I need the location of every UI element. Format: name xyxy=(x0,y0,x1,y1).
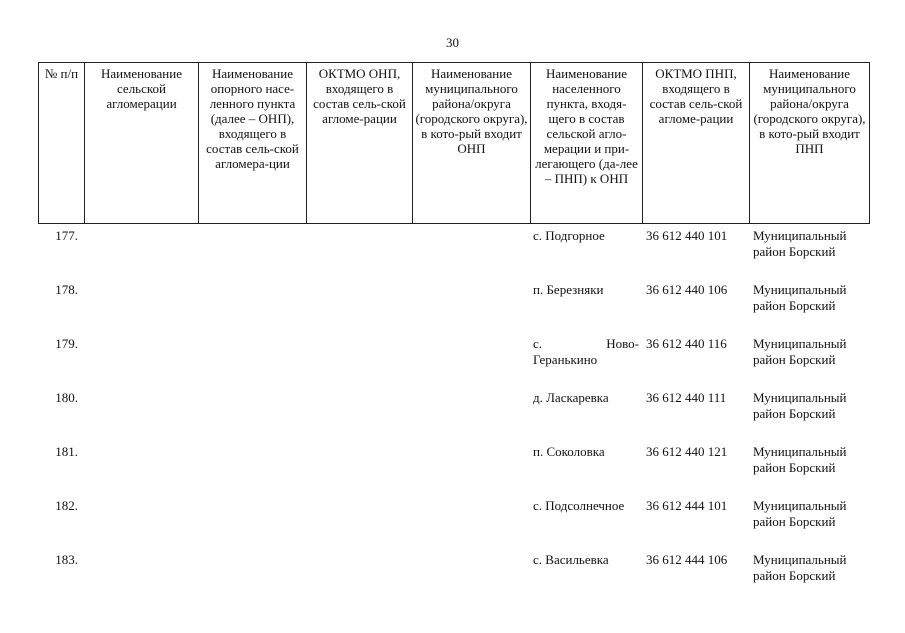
pnp-name: с. Подгорное xyxy=(533,228,605,243)
pnp-oktmo: 36 612 440 116 xyxy=(646,336,727,351)
row-number: 183. xyxy=(55,552,78,567)
table-header xyxy=(38,62,870,224)
row-number: 181. xyxy=(55,444,78,459)
pnp-oktmo: 36 612 440 111 xyxy=(646,390,727,405)
pnp-name: с. Подсолнечное xyxy=(533,498,625,513)
header-onp-oktmo: ОКТМО ОНП, входящего в состав сель-ской агломе-рации xyxy=(307,63,413,223)
pnp-district: Муниципальный район Борский xyxy=(753,552,847,583)
header-onp-district: Наименование муниципального района/округа (городского округа), в кото-рый входит ОНП xyxy=(413,63,531,223)
row-number: 178. xyxy=(55,282,78,297)
table-row xyxy=(38,548,870,602)
table-row xyxy=(38,440,870,494)
pnp-district: Муниципальный район Борский xyxy=(753,498,847,529)
pnp-district: Муниципальный район Борский xyxy=(753,228,847,259)
table-row xyxy=(38,386,870,440)
row-number: 180. xyxy=(55,390,78,405)
table-row xyxy=(38,278,870,332)
row-number: 179. xyxy=(55,336,78,351)
pnp-oktmo: 36 612 440 121 xyxy=(646,444,728,459)
pnp-oktmo: 36 612 440 101 xyxy=(646,228,728,243)
table-row xyxy=(38,332,870,386)
header-pnp-oktmo: ОКТМО ПНП, входящего в состав сель-ской агломе-рации xyxy=(643,63,750,223)
table-row xyxy=(38,494,870,548)
pnp-district: Муниципальный район Борский xyxy=(753,282,847,313)
header-number: № п/п xyxy=(39,63,85,223)
header-agglomeration-name: Наименование сельской агломерации xyxy=(85,63,199,223)
pnp-name: с. Васильевка xyxy=(533,552,609,567)
pnp-district: Муниципальный район Борский xyxy=(753,444,847,475)
header-pnp-name: Наименование населенного пункта, входя-щего в состав сельской агло-мерации и при-легающего (да-лее – ПНП) к ОНП xyxy=(531,63,643,223)
pnp-name: п. Соколовка xyxy=(533,444,605,459)
pnp-oktmo: 36 612 440 106 xyxy=(646,282,728,297)
pnp-oktmo: 36 612 444 101 xyxy=(646,498,728,513)
pnp-district: Муниципальный район Борский xyxy=(753,336,847,367)
pnp-oktmo: 36 612 444 106 xyxy=(646,552,728,567)
page-number: 30 xyxy=(446,35,459,50)
header-onp-name: Наименование опорного насе-ленного пункта (далее – ОНП), входящего в состав сель-ской агломера-ции xyxy=(199,63,307,223)
row-number: 182. xyxy=(55,498,78,513)
header-pnp-district: Наименование муниципального района/округа (городского округа), в кото-рый входит ПНП xyxy=(753,66,866,156)
pnp-name: с. Ново-Геранькино xyxy=(533,336,639,367)
table-row xyxy=(38,224,870,278)
pnp-district: Муниципальный район Борский xyxy=(753,390,847,421)
pnp-name: д. Ласкаревка xyxy=(533,390,609,405)
agglomeration-table xyxy=(38,62,870,602)
row-number: 177. xyxy=(55,228,78,243)
pnp-name: п. Березняки xyxy=(533,282,604,297)
